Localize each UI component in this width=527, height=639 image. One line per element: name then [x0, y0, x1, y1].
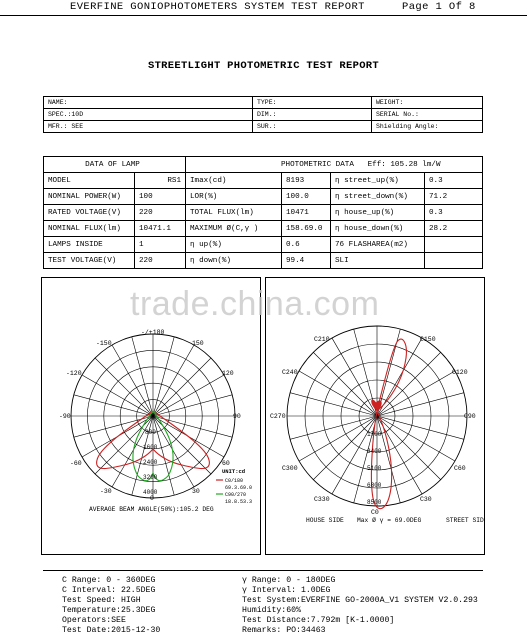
angle-label: -120 [66, 370, 82, 377]
grid-spoke [82, 375, 153, 416]
cell-value: 1 [135, 237, 186, 253]
cell-value: 8193 [282, 173, 331, 189]
info-table [43, 96, 483, 133]
info-sur: SUR.: [253, 121, 372, 133]
photometric-data-header [186, 157, 483, 173]
cell-value: 0.3 [425, 173, 483, 189]
cell-value: 0.6 [282, 237, 331, 253]
grid-spoke [354, 416, 377, 503]
legend-label: 69.3.69.0 [225, 485, 253, 491]
cell-value: 220 [135, 205, 186, 221]
footer-left-line: C Range: 0 - 360DEG [62, 575, 156, 585]
cell-label: SLI [331, 253, 425, 269]
max-angle-label: Max Ø γ = 69.0DEG [357, 517, 422, 524]
angle-label: 90 [233, 413, 241, 420]
cell-value: 100 [135, 189, 186, 205]
info-mfr: MFR.: SEE [44, 121, 253, 133]
info-shielding: Shielding Angle: [372, 121, 483, 133]
footer-divider [43, 570, 483, 571]
cell-label: NOMINAL FLUX(lm) [44, 221, 135, 237]
radial-label: 2400 [143, 459, 158, 466]
angle-label: C30 [420, 496, 432, 503]
test-conditions [62, 575, 502, 635]
grid-spoke [377, 416, 441, 480]
cell-label: η street_down(%) [331, 189, 425, 205]
angle-label: 30 [192, 488, 200, 495]
grid-spoke [112, 345, 153, 416]
cell-label: LOR(%) [186, 189, 282, 205]
info-name: NAME: [44, 97, 253, 109]
grid-spoke [153, 345, 194, 416]
legend-label: 18.8.53.3 [225, 499, 253, 505]
cell-label: η street_up(%) [331, 173, 425, 189]
info-serial: SERIAL No.: [372, 109, 483, 121]
cell-value: 10471.1 [135, 221, 186, 237]
footer-right-line: Humidity:60% [242, 605, 301, 615]
cell-label: MODEL [44, 173, 135, 189]
cell-value: 99.4 [282, 253, 331, 269]
angle-label: C330 [314, 496, 330, 503]
footer-right-line: Test Distance:7.792m [K-1.0000] [242, 615, 395, 625]
cell-label: 76 FLASHAREA(m2) [331, 237, 425, 253]
cell-value: 10471 [282, 205, 331, 221]
grid-spoke [153, 358, 211, 416]
cell-value [425, 253, 483, 269]
radial-label: 4000 [143, 489, 158, 496]
grid-spoke [377, 416, 400, 503]
grid-spoke [95, 358, 153, 416]
grid-spoke [377, 371, 455, 416]
grid-spoke [299, 371, 377, 416]
street-side-label: STREET SIDE [446, 517, 484, 524]
grid-spoke [74, 395, 153, 416]
angle-label: 150 [192, 340, 204, 347]
angle-label: C270 [270, 413, 286, 420]
angle-label: C120 [452, 369, 468, 376]
grid-spoke [153, 416, 194, 487]
cell-label: LAMPS INSIDE [44, 237, 135, 253]
legend-label: C90/270 [225, 492, 247, 498]
footer-left-line: Temperature:25.3DEG [62, 605, 156, 615]
footer-right-line: γ Interval: 1.0DEG [242, 585, 331, 595]
grid-spoke [132, 337, 153, 416]
cell-label: η house_up(%) [331, 205, 425, 221]
angle-label: 60 [222, 460, 230, 467]
info-dim: DIM.: [253, 109, 372, 121]
cell-label: Imax(cd) [186, 173, 282, 189]
angle-label: C0 [371, 509, 379, 516]
footer-left-line: C Interval: 22.5DEG [62, 585, 156, 595]
angle-label: -90 [59, 413, 71, 420]
angle-label: C90 [464, 413, 476, 420]
report-title: STREETLIGHT PHOTOMETRIC TEST REPORT [147, 60, 380, 72]
cell-label: η up(%) [186, 237, 282, 253]
lamp-data-header: DATA OF LAMP [44, 157, 186, 173]
grid-spoke [377, 416, 455, 461]
grid-spoke [290, 393, 377, 416]
angle-label: C150 [420, 336, 436, 343]
cell-label: RATED VOLTAGE(V) [44, 205, 135, 221]
cell-label: TOTAL FLUX(lm) [186, 205, 282, 221]
angle-label: C300 [282, 465, 298, 472]
angle-label: -30 [100, 488, 112, 495]
house-side-label: HOUSE SIDE [306, 517, 344, 524]
photometric-data-table [43, 156, 483, 269]
cell-value [425, 237, 483, 253]
info-weight: WEIGHT: [372, 97, 483, 109]
cell-value: 158.69.0 [282, 221, 331, 237]
beam-angle-caption: AVERAGE BEAM ANGLE(50%):105.2 DEG [89, 506, 214, 513]
grid-spoke [153, 375, 224, 416]
radial-label: 3200 [143, 474, 158, 481]
header-title: EVERFINE GONIOPHOTOMETERS SYSTEM TEST REPORT [70, 1, 365, 13]
photometric-header-label: PHOTOMETRIC DATA [281, 160, 354, 169]
cell-value: 100.0 [282, 189, 331, 205]
angle-label: C60 [454, 465, 466, 472]
grid-spoke [299, 416, 377, 461]
radial-label: 800 [145, 429, 156, 436]
grid-spoke [377, 416, 464, 439]
grid-spoke [377, 352, 441, 416]
angle-label: -/+180 [141, 329, 165, 336]
angle-label: 120 [222, 370, 234, 377]
cell-value: 220 [135, 253, 186, 269]
grid-spoke [313, 352, 377, 416]
angle-label: -150 [96, 340, 112, 347]
radial-label: 8500 [367, 499, 382, 506]
angle-label: C240 [282, 369, 298, 376]
unit-label: UNIT:cd [222, 468, 246, 475]
grid-spoke [290, 416, 377, 439]
legend-label: C0/180 [225, 478, 244, 484]
grid-spoke [153, 337, 174, 416]
footer-right-line: γ Range: 0 - 180DEG [242, 575, 336, 585]
info-spec: SPEC.:10D [44, 109, 253, 121]
grid-spoke [153, 395, 232, 416]
radial-label: 1700 [367, 431, 382, 438]
page-number: Page 1 Of 8 [402, 1, 476, 13]
cell-value: 28.2 [425, 221, 483, 237]
report-header [0, 0, 527, 16]
radial-label: 6800 [367, 482, 382, 489]
efficiency-label: Eff: 105.28 lm/W [367, 160, 441, 169]
cell-label: TEST VOLTAGE(V) [44, 253, 135, 269]
angle-label: 0 [150, 495, 154, 502]
cell-label: NOMINAL POWER(W) [44, 189, 135, 205]
angle-label: C210 [314, 336, 330, 343]
cell-value: RS1 [135, 173, 186, 189]
radial-label: 5100 [367, 465, 382, 472]
angle-label: -60 [70, 460, 82, 467]
footer-left-line: Test Date:2015-12-30 [62, 625, 161, 635]
cell-label: η down(%) [186, 253, 282, 269]
cell-label: η house_down(%) [331, 221, 425, 237]
radial-label: 3400 [367, 448, 382, 455]
cell-value: 71.2 [425, 189, 483, 205]
footer-right-line: Test System:EVERFINE GO-2000A_V1 SYSTEM V2.0.293 [242, 595, 478, 605]
info-type: TYPE: [253, 97, 372, 109]
grid-spoke [332, 338, 377, 416]
footer-right-line: Remarks: PO:34463 [242, 625, 326, 635]
footer-left-line: Operators:SEE [62, 615, 126, 625]
radial-label: 1600 [143, 444, 158, 451]
footer-left-line: Test Speed: HIGH [62, 595, 141, 605]
cell-label: MAXIMUM Ø(C,γ ) [186, 221, 282, 237]
watermark: trade.china.com [130, 285, 380, 323]
cell-value: 0.3 [425, 205, 483, 221]
